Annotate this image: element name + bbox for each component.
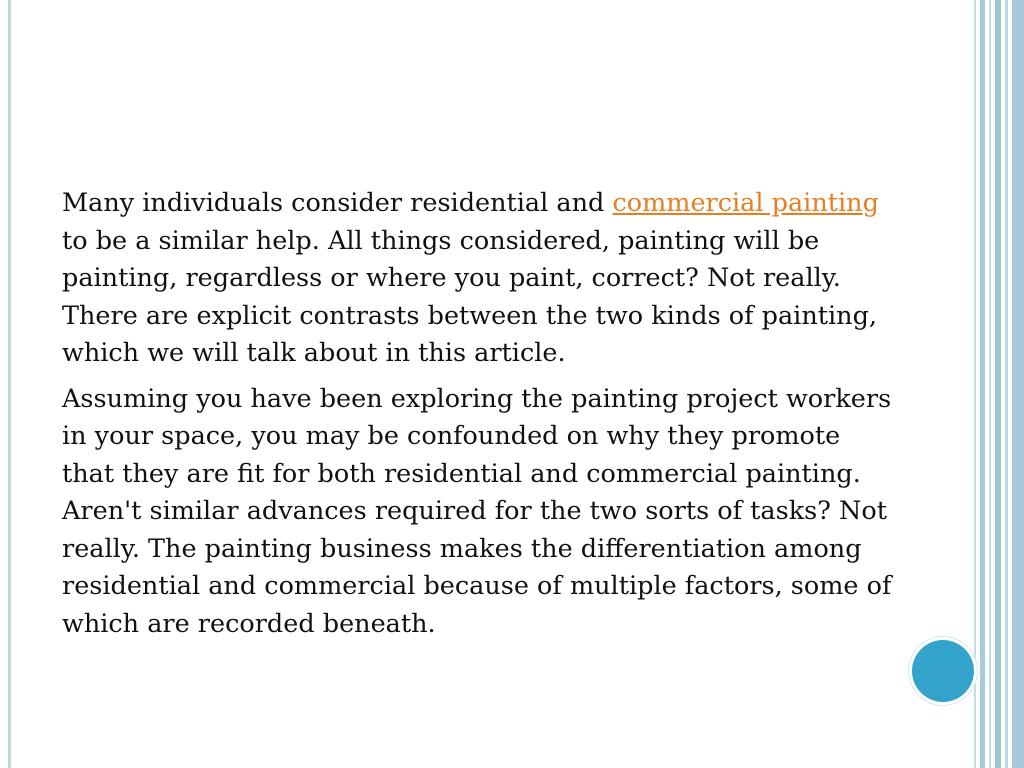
stripe — [989, 0, 991, 768]
left-border-line — [8, 0, 11, 768]
commercial-painting-link[interactable]: commercial painting — [612, 188, 879, 218]
paragraph-intro-after: to be a similar help. All things considered, painting will be painting, regardless or where you paint, correct? Not really. There are explicit contrasts between the two kinds of painting, which we will talk about in this article. — [62, 225, 878, 368]
paragraph-body: Assuming you have been exploring the painting project workers in your space, you may be confounded on why they promote that they are fit for both residential and commercial painting. Aren't similar advances required for the two sorts of tasks? Not really. The painting business makes the differentiation among residential and commercial because of multiple factors, some of which are recorded beneath. — [62, 383, 892, 639]
stripe — [995, 0, 1001, 768]
decorative-circle — [912, 640, 974, 702]
stripe — [1012, 0, 1024, 768]
right-decorative-stripes — [974, 0, 1024, 768]
paragraph-intro-before: Many individuals consider residential and — [62, 188, 613, 218]
stripe — [1005, 0, 1008, 768]
slide-body-text — [62, 185, 892, 651]
stripe — [974, 0, 976, 768]
paragraph-intro — [62, 185, 892, 373]
stripe — [980, 0, 985, 768]
